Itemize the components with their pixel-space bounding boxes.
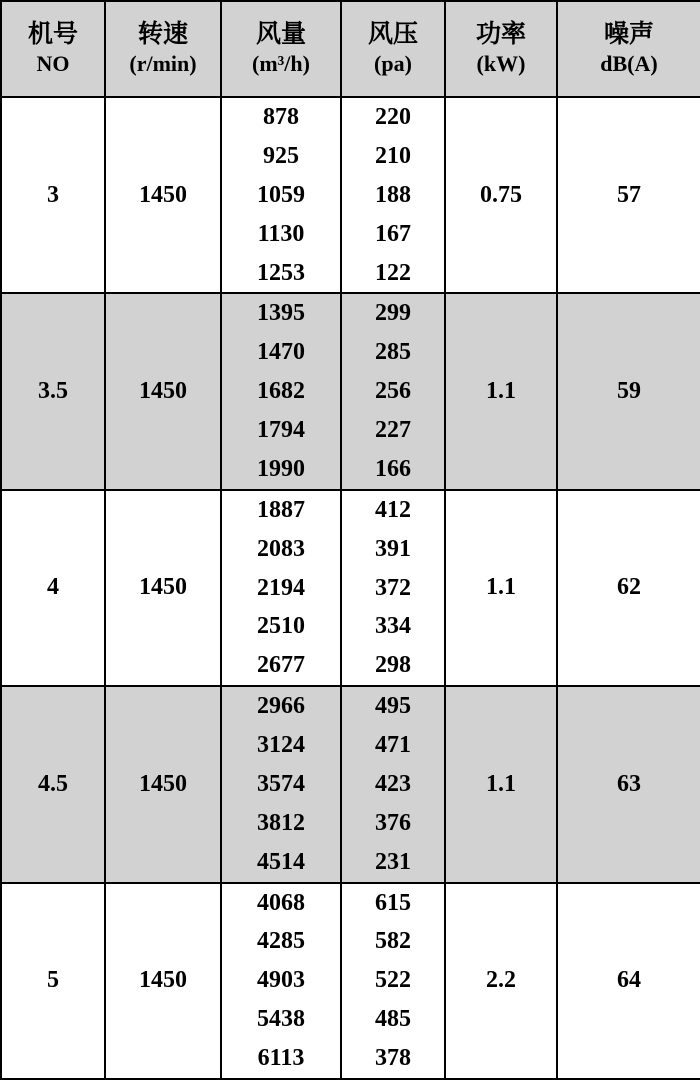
column-header-model-no-cn: 机号 [27,21,78,49]
cell-noise: 63 [557,686,700,882]
flow-value: 2083 [257,535,305,562]
flow-value: 4903 [257,967,305,994]
flow-value: 1990 [257,455,305,482]
flow-value: 1794 [257,417,305,443]
cell-speed: 1450 [105,490,221,686]
flow-value: 1682 [257,378,305,405]
pressure-value: 298 [375,652,411,679]
column-header-pressure [341,1,445,97]
cell-power: 1.1 [445,293,557,489]
cell-model-no: 4 [1,490,105,686]
pressure-value: 471 [375,732,411,758]
cell-airflow [221,490,341,686]
flow-value: 2510 [257,613,305,640]
pressure-value: 167 [375,220,411,247]
cell-pressure [341,97,445,293]
cell-pressure [341,686,445,882]
pressure-value: 210 [375,142,411,169]
header-row [1,1,700,97]
column-header-noise-unit: dB(A) [600,50,658,76]
flow-value: 3124 [257,732,305,758]
cell-speed: 1450 [105,97,221,293]
column-header-speed-cn: 转速 [137,21,188,49]
cell-model-no: 3 [1,97,105,293]
pressure-value: 582 [375,928,411,955]
pressure-value: 220 [375,104,411,130]
cell-power: 1.1 [445,490,557,686]
cell-model-no: 3.5 [1,293,105,489]
cell-speed: 1450 [105,293,221,489]
flow-value: 1059 [257,181,305,208]
pressure-value: 231 [375,848,411,875]
cell-power: 1.1 [445,686,557,882]
cell-power: 2.2 [445,883,557,1079]
column-header-noise-cn: 噪声 [603,21,654,49]
cell-speed: 1450 [105,883,221,1079]
flow-value: 878 [263,104,299,130]
column-header-airflow-unit: (m³/h) [252,50,310,76]
cell-pressure [341,293,445,489]
cell-noise: 57 [557,97,700,293]
table-row [1,883,700,1079]
flow-value: 3812 [257,809,305,836]
table-row [1,97,700,293]
pressure-value: 256 [375,378,411,405]
flow-value: 1887 [257,496,305,523]
flow-value: 5438 [257,1006,305,1033]
flow-value: 2194 [257,574,305,601]
pressure-value: 285 [375,339,411,366]
column-header-power-unit: (kW) [476,50,526,76]
pressure-value: 522 [375,967,411,994]
flow-value: 925 [263,142,299,169]
pressure-value: 166 [375,455,411,482]
pressure-value: 391 [375,535,411,562]
column-header-noise [557,1,700,97]
column-header-power [445,1,557,97]
column-header-pressure-cn: 风压 [367,21,418,49]
cell-speed: 1450 [105,686,221,882]
flow-value: 4514 [257,848,305,875]
cell-noise: 62 [557,490,700,686]
pressure-value: 299 [375,300,411,327]
cell-airflow [221,293,341,489]
column-header-speed-unit: (r/min) [129,50,197,76]
flow-value: 1395 [257,300,305,327]
flow-value: 1470 [257,339,305,366]
flow-value: 4068 [257,889,305,916]
flow-value: 1253 [257,259,305,286]
flow-value: 4285 [257,928,305,955]
flow-value: 3574 [257,770,305,797]
pressure-value: 227 [375,417,411,443]
pressure-value: 376 [375,809,411,836]
cell-pressure [341,883,445,1079]
cell-model-no: 5 [1,883,105,1079]
pressure-value: 495 [375,693,411,720]
column-header-airflow-cn: 风量 [255,21,306,49]
table-row [1,686,700,882]
column-header-airflow [221,1,341,97]
pressure-value: 334 [375,613,411,640]
cell-noise: 64 [557,883,700,1079]
cell-airflow [221,883,341,1079]
pressure-value: 485 [375,1006,411,1033]
cell-noise: 59 [557,293,700,489]
column-header-power-cn: 功率 [475,21,526,49]
cell-model-no: 4.5 [1,686,105,882]
column-header-speed [105,1,221,97]
cell-power: 0.75 [445,97,557,293]
cell-airflow [221,97,341,293]
cell-airflow [221,686,341,882]
pressure-value: 378 [375,1045,411,1071]
flow-value: 1130 [257,220,305,247]
flow-value: 6113 [257,1045,305,1071]
table-row [1,293,700,489]
flow-value: 2966 [257,693,305,720]
pressure-value: 423 [375,770,411,797]
flow-value: 2677 [257,652,305,679]
pressure-value: 188 [375,181,411,208]
pressure-value: 122 [375,259,411,286]
column-header-model-no [1,1,105,97]
pressure-value: 412 [375,496,411,523]
table-body [1,97,700,1079]
table-row [1,490,700,686]
pressure-value: 372 [375,574,411,601]
pressure-value: 615 [375,889,411,916]
column-header-model-no-en: NO [36,50,70,76]
column-header-pressure-unit: (pa) [374,50,412,76]
table-header [1,1,700,97]
cell-pressure [341,490,445,686]
